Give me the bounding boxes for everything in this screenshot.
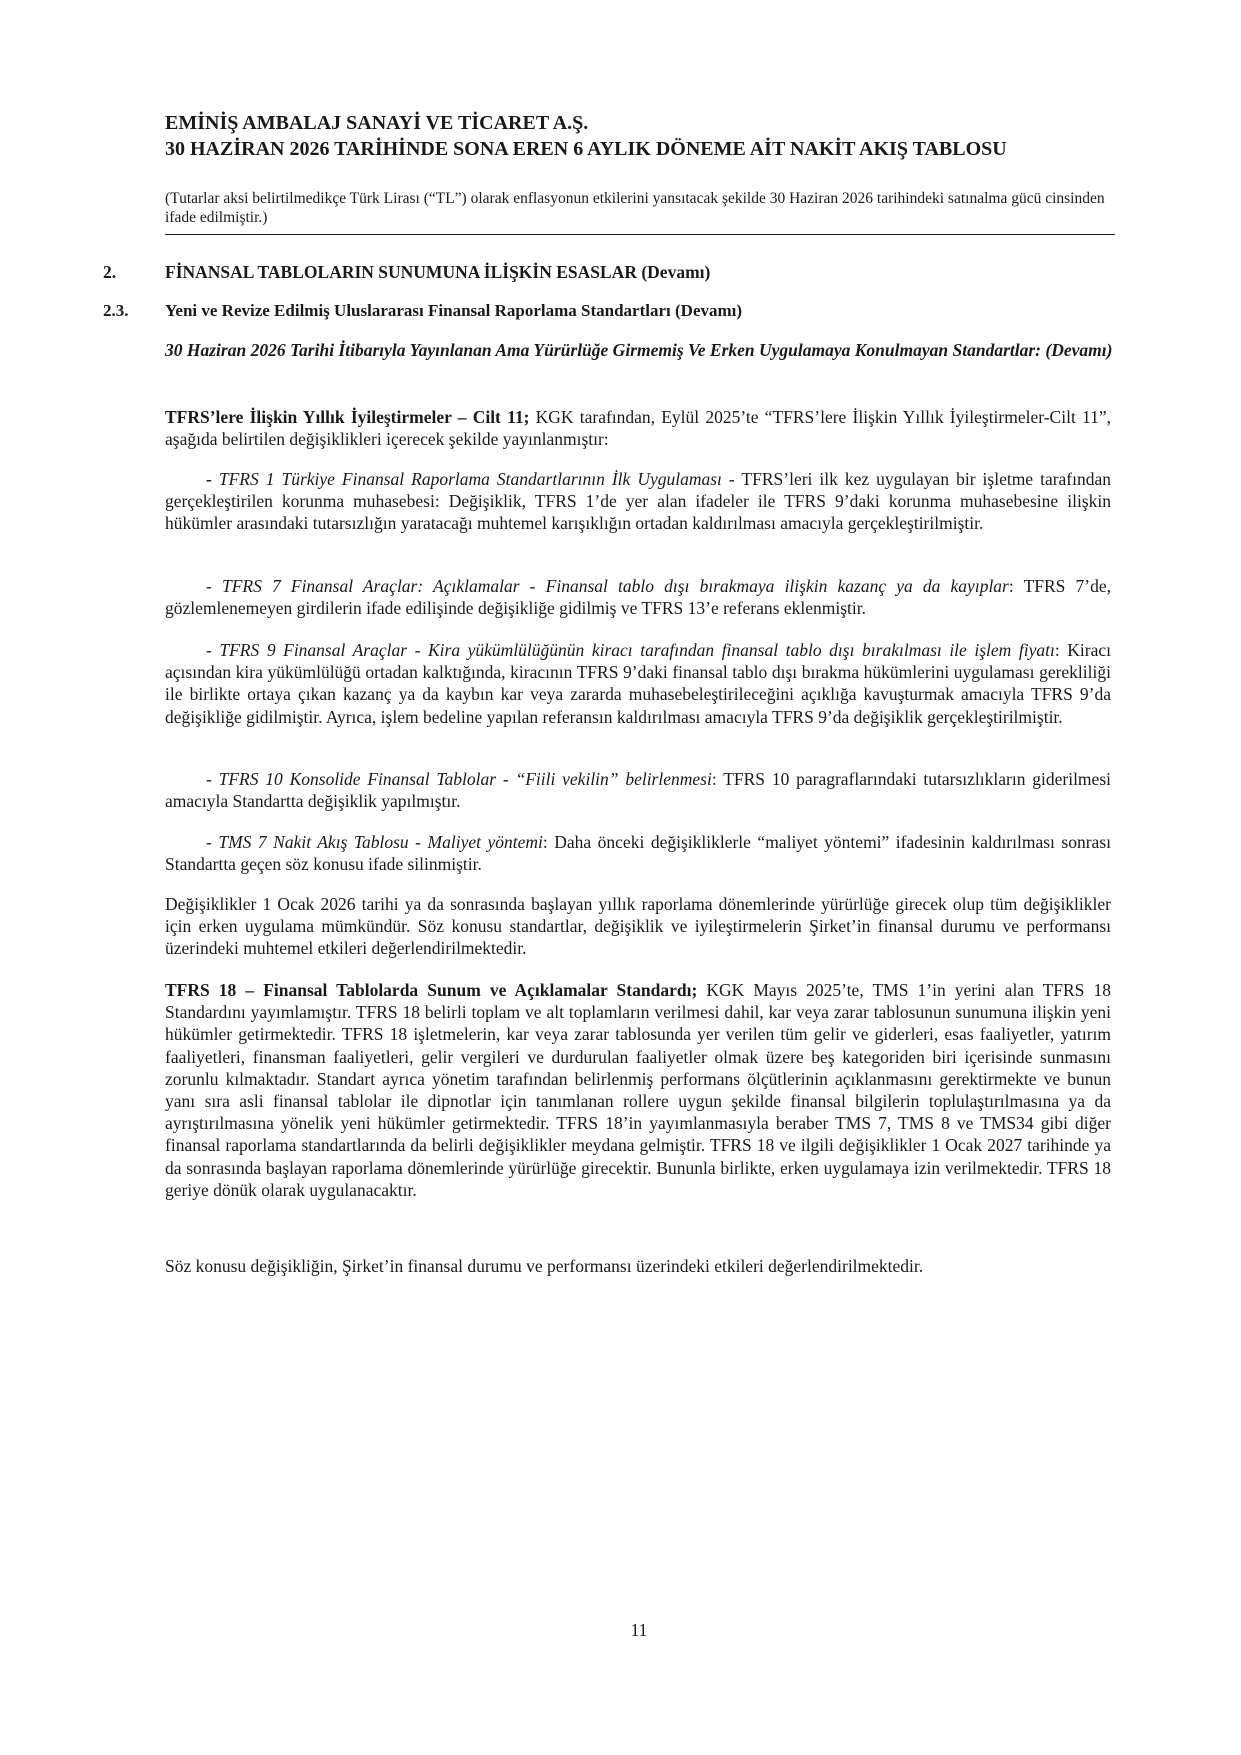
paragraph-lead: TFRS’lere İlişkin Yıllık İyileştirmeler – Cilt 11;: [165, 407, 530, 427]
statement-title: 30 HAZİRAN 2026 TARİHİNDE SONA EREN 6 AYLIK DÖNEME AİT NAKİT AKIŞ TABLOSU: [165, 138, 1007, 160]
amendment-item-tfrs9: [165, 639, 1111, 728]
item-text: : Kiracı açısından kira yükümlülüğü ortadan kalktığında, kiracının TFRS 9’daki finansal tablo dışı bırakma hükümlerini uygulaması gerekliliği ile birlikte ortaya çıkan kazanç ya da kaybın kar veya zararda muhasebeleştirileceğini açıklığa kavuşturmak amacıyla TFRS 9’da değişikliğe gidilmiştir. Ayrıca, işlem bedeline yapılan referansın kaldırılması amacıyla TFRS 9’da değişiklik gerçekleştirilmiştir.: [165, 640, 1111, 727]
paragraph-effective-date: Değişiklikler 1 Ocak 2026 tarihi ya da sonrasında başlayan yıllık raporlama dönemlerinde yürürlüğe girecek olup tüm değişiklikler için erken uygulama mümkündür. Söz konusu standartlar, değişiklik ve iyileştirmelerin Şirket’in finansal durumu ve performansı üzerindeki muhtemel etkileri değerlendirilmektedir.: [165, 894, 1111, 959]
report-header: [165, 110, 1113, 162]
item-title: - TFRS 9 Finansal Araçlar - Kira yükümlülüğünün kiracı tarafından finansal tablo dışı bırakılması ile işlem fiyatı: [206, 640, 1055, 660]
page-number: 11: [630, 1620, 648, 1640]
paragraph-assessment: Söz konusu değişikliğin, Şirket’in finansal durumu ve performansı üzerindeki etkileri değerlendirilmektedir.: [165, 1256, 924, 1276]
header-divider: [165, 234, 1115, 235]
currency-note: (Tutarlar aksi belirtilmedikçe Türk Lirası (“TL”) olarak enflasyonun etkilerini yansıtacak şekilde 30 Haziran 2026 tarihindeki satınalma gücü cinsinden ifade edilmiştir.): [165, 190, 1105, 226]
item-title: - TFRS 10 Konsolide Finansal Tablolar - “Fiili vekilin” belirlenmesi: [206, 769, 712, 789]
paragraph-text: KGK Mayıs 2025’te, TMS 1’in yerini alan TFRS 18 Standardını yayımlamıştır. TFRS 18 belirli toplam ve alt toplamların verilmesi dahil, kar veya zarar tablosunun sunumuna ilişkin yeni hükümler getirmektedir. TFRS 18 işletmelerin, kar veya zarar tablosunda yer verilen tüm gelir ve giderleri, esas faaliyetler, yatırım faaliyetleri, finansman faaliyetleri, gelir vergileri ve durdurulan faaliyetler olmak üzere beş kategoriden biri içerisinde sunmasını zorunlu kılmaktadır. Standart ayrıca yönetim tarafından belirlenmiş performans ölçütlerinin açıklanmasını gerektirmekte ve bunun yanı sıra asli finansal tablolar ile dipnotlar için tanımlanan rollere uygun şekilde finansal bilgilerin toplulaştırılmasına ya da ayrıştırılmasına yönelik yeni hükümler getirmektedir. TFRS 18’in yayımlanmasıyla beraber TMS 7, TMS 8 ve TMS34 gibi diğer finansal raporlama standartlarında da belirli değişiklikler meydana gelmiştir. TFRS 18 ve ilgili değişiklikler 1 Ocak 2027 tarihinde ya da sonrasında başlayan raporlama dönemlerinde yürürlüğe girecektir. Bununla birlikte, erken uygulamaya izin verilmektedir. TFRS 18 geriye dönük olarak uygulanacaktır.: [165, 980, 1111, 1200]
subsection-heading: [103, 299, 1113, 322]
item-text: : Daha önceki değişikliklerle “maliyet yöntemi” ifadesinin kaldırılması sonrası Standartta geçen söz konusu ifade silinmiştir.: [165, 832, 1111, 875]
amendment-item-tms7: [165, 831, 1111, 875]
paragraph-lead: TFRS 18 – Finansal Tablolarda Sunum ve Açıklamalar Standardı;: [165, 980, 698, 1000]
italic-subheading: 30 Haziran 2026 Tarihi İtibarıyla Yayınlanan Ama Yürürlüğe Girmemiş Ve Erken Uygulamaya Konulmayan Standartlar: (Devamı): [165, 340, 1113, 360]
paragraph-annual-improvements: [165, 406, 1111, 450]
item-text: - TFRS’leri ilk kez uygulayan bir işletme tarafından gerçekleştirilen korunma muhasebesi: Değişiklik, TFRS 1’de yer alan ifadeler ile TFRS 9’daki korunma muhasebesine ilişkin hükümler arasındaki tutarsızlığın yaratacağı muhtemel karışıklığın ortadan kaldırılması amacıyla gerçekleştirilmiştir.: [165, 469, 1112, 534]
paragraph-tfrs18: [165, 979, 1111, 1201]
subsection-title: Yeni ve Revize Edilmiş Uluslararası Finansal Raporlama Standartları (Devamı): [165, 301, 743, 320]
item-title: - TFRS 7 Finansal Araçlar: Açıklamalar - Finansal tablo dışı bırakmaya ilişkin kazanç ya da kayıplar: [206, 576, 1009, 596]
section-title: FİNANSAL TABLOLARIN SUNUMUNA İLİŞKİN ESASLAR (Devamı): [165, 262, 711, 282]
item-title: TFRS 1 Türkiye Finansal Raporlama Standartlarının İlk Uygulaması: [218, 469, 722, 489]
amendment-item-tfrs7: [165, 575, 1111, 619]
item-dash: -: [206, 469, 219, 489]
amendment-item-tfrs1: [165, 468, 1111, 535]
section-number: 2.: [103, 262, 117, 282]
subsection-number: 2.3.: [103, 301, 129, 320]
item-title: - TMS 7 Nakit Akış Tablosu - Maliyet yöntemi: [206, 832, 543, 852]
amendment-item-tfrs10: [165, 768, 1111, 812]
paragraph-text: KGK tarafından, Eylül 2025’te “TFRS’lere İlişkin Yıllık İyileştirmeler-Cilt 11”, aşağıda belirtilen değişiklikleri içerecek şekilde yayınlanmıştır:: [165, 407, 1111, 450]
company-name: EMİNİŞ AMBALAJ SANAYİ VE TİCARET A.Ş.: [165, 112, 589, 134]
item-text: : TFRS 7’de, gözlemlenemeyen girdilerin ifade edilişinde değişikliğe gidilmiş ve TFRS 13’e referans eklenmiştir.: [165, 576, 1112, 619]
item-text: : TFRS 10 paragraflarındaki tutarsızlıkların giderilmesi amacıyla Standartta değişiklik yapılmıştır.: [165, 769, 1111, 812]
section-heading: [103, 261, 1113, 284]
